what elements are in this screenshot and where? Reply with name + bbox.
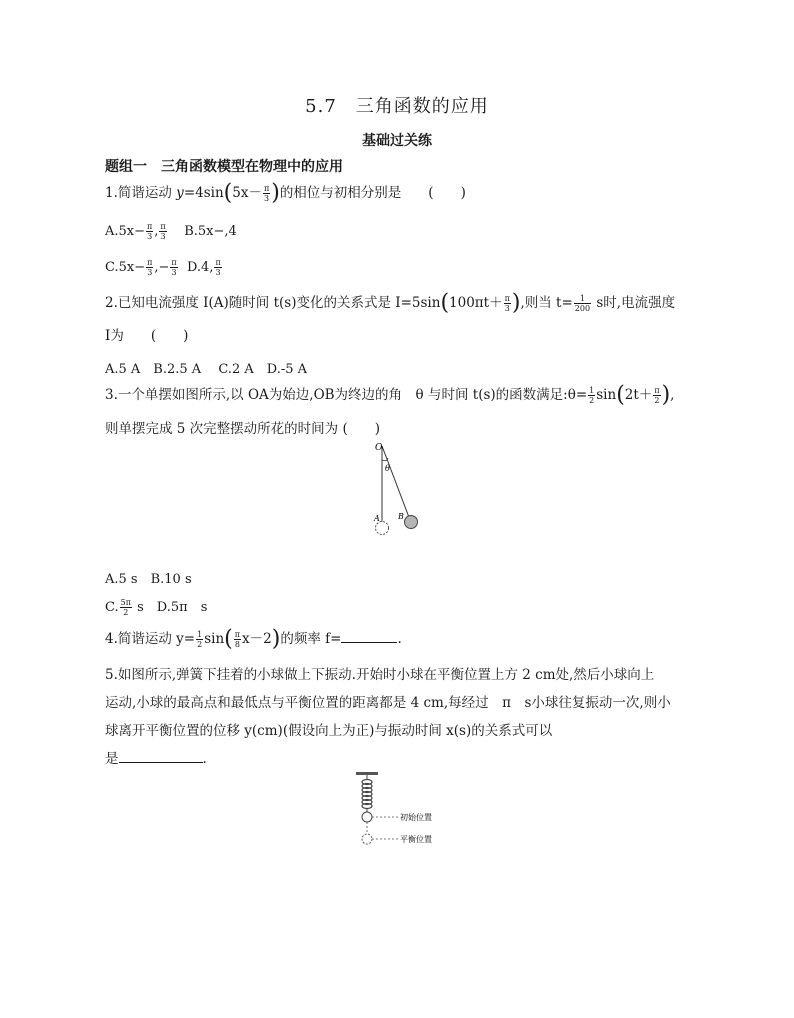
section-subtitle: 基础过关练 [362, 133, 432, 149]
question-5-line3: 球离开平衡位置的位移 y(cm)(假设向上为正)与振动时间 x(s)的关系式可以 [105, 723, 553, 739]
spring-ball-initial [362, 812, 372, 822]
label-O: O [375, 443, 383, 453]
question-1-options-cd: C.5x− $\frac{\pi}{3}$ ,− $\frac{\pi}{3}$ D.4, $\frac{\pi}{3}$ [105, 258, 221, 277]
pi-over-3-fraction: $\frac{\pi}{3}$ [263, 184, 270, 203]
question-5-line4: 是 . [105, 751, 207, 767]
question-4-stem: 4.简谐运动 y= $\frac{1}{2}$ sin( $\frac{\pi}{8}$ x－2)的频率 f= . [105, 626, 402, 652]
label-initial-position: 初始位置 [400, 813, 432, 822]
answer-blank[interactable] [119, 762, 203, 763]
label-theta: θ [385, 464, 390, 473]
question-2-stem: 2.已知电流强度 I(A)随时间 t(s)变化的关系式是 I=5sin(100πt＋ $\frac{\pi}{3}$ ),则当 t= $\frac{1}{200}$ s时,电流强度 [105, 290, 676, 316]
question-5-line1: 5.如图所示,弹簧下挂着的小球做上下振动.开始时小球在平衡位置上方 2 cm处,然后小球向上 [105, 667, 655, 683]
pendulum-initial-ball [376, 522, 389, 535]
label-balance-position: 平衡位置 [400, 835, 432, 844]
question-5-line2: 运动,小球的最高点和最低点与平衡位置的距离都是 4 cm,每经过 π s小球往复振动一次,则小 [105, 695, 671, 711]
answer-blank[interactable] [341, 642, 397, 643]
question-3-options-ab: A.5 s B.10 s [105, 572, 192, 587]
spring-ball-balance [362, 834, 372, 844]
question-3-stem-line2: 则单摆完成 5 次完整摆动所花的时间为 ( ) [105, 421, 380, 437]
question-3-stem: 3.一个单摆如图所示,以 OA为始边,OB为终边的角 θ 与时间 t(s)的函数满足:θ= $\frac{1}{2}$ sin(2t＋ $\frac{\pi}{2}$ ), [105, 382, 675, 408]
spring-figure [340, 768, 460, 850]
page-title: 5.7 三角函数的应用 [305, 96, 489, 117]
question-1-stem: 1.简谐运动 y=4sin(5x－ $\frac{\pi}{3}$ )的相位与初相分别是 ( ) [105, 180, 466, 206]
pendulum-ball [405, 516, 418, 529]
question-group-heading: 题组一 三角函数模型在物理中的应用 [105, 159, 343, 175]
label-B: B [398, 512, 404, 521]
question-1-options-ab: A.5x− $\frac{\pi}{3}$ , $\frac{\pi}{3}$ B.5x−,4 [105, 222, 237, 241]
question-3-options-cd: C. $\frac{5\pi}{2}$ s D.5π s [105, 598, 208, 617]
pendulum-figure [360, 438, 430, 538]
question-2-stem-line2: I为 ( ) [105, 328, 189, 344]
label-A: A [374, 514, 380, 523]
question-2-options: A.5 A B.2.5 A C.2 A D.-5 A [105, 362, 308, 377]
